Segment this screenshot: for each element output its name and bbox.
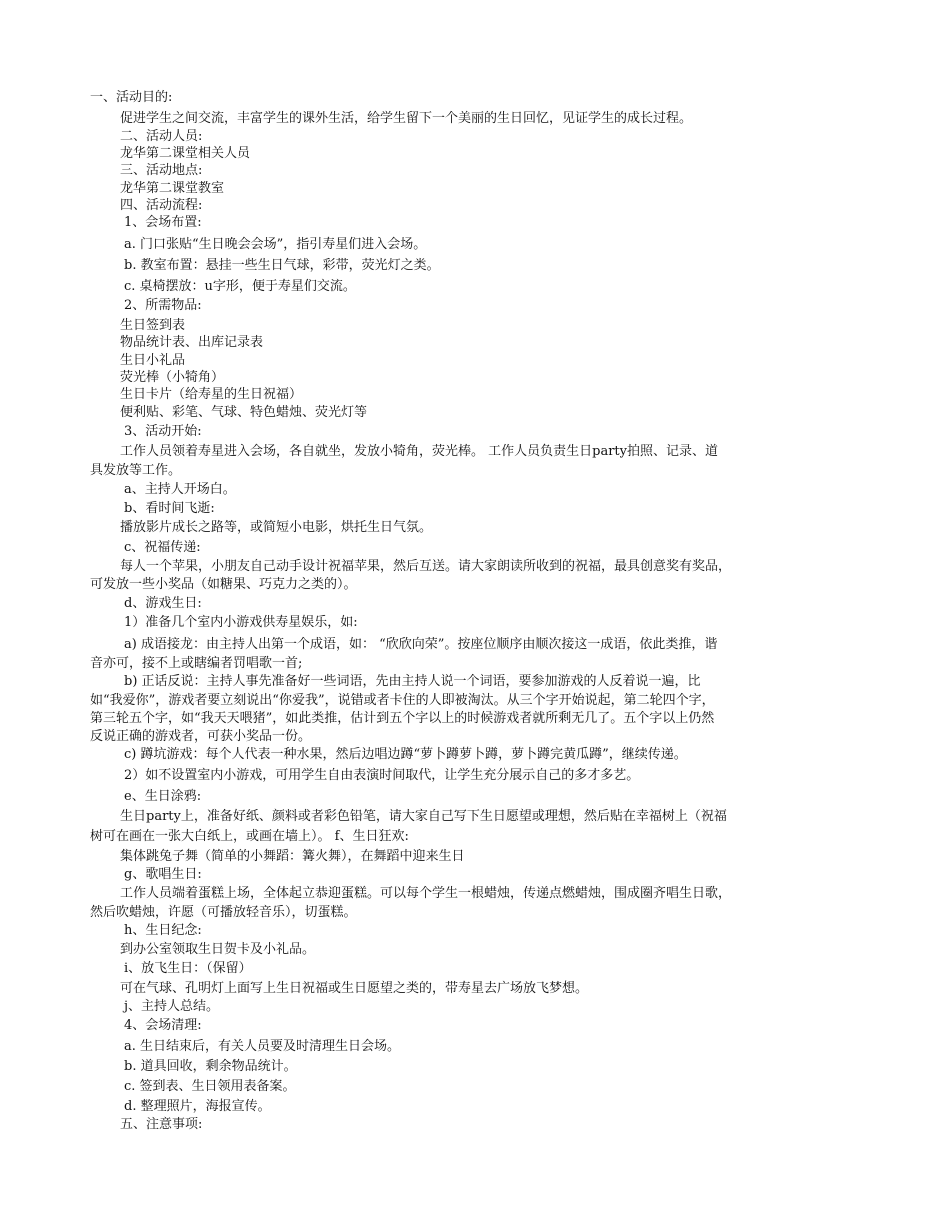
section-heading: 一、活动目的: <box>90 90 173 105</box>
list-item: b、看时间飞逝: <box>124 501 215 516</box>
list-item: 2）如不设置室内小游戏，可用学生自由表演时间取代，让学生充分展示自己的多才多艺。 <box>124 768 640 783</box>
paragraph-line: 集体跳兔子舞（简单的小舞蹈：篝火舞），在舞蹈中迎来生日 <box>120 849 465 864</box>
list-item: a. 门口张贴“生日晚会会场”，指引寿星们进入会场。 <box>124 237 427 252</box>
list-item: a. 生日结束后，有关人员要及时清理生日会场。 <box>124 1039 401 1054</box>
paragraph-line: 反说正确的游戏者，可获小奖品一份。 <box>90 729 312 744</box>
list-item: c、祝福传递: <box>124 540 201 555</box>
list-item: 荧光棒（小犄角） <box>120 370 225 385</box>
paragraph-line: 树可在画在一张大白纸上，或画在墙上）。 f、生日狂欢: <box>90 829 409 844</box>
list-item: b. 教室布置：悬挂一些生日气球，彩带，荧光灯之类。 <box>124 258 440 273</box>
list-item: 生日小礼品 <box>120 353 186 368</box>
paragraph-line: 可发放一些小奖品（如糖果、巧克力之类的）。 <box>90 577 357 592</box>
paragraph-line: 每人一个苹果，小朋友自己动手设计祝福苹果，然后互送。请大家朗读所收到的祝福，最具创意奖有奖品， <box>120 559 732 574</box>
list-item: c. 签到表、生日领用表备案。 <box>124 1079 296 1094</box>
section-heading: 三、活动地点: <box>120 163 203 178</box>
subsection-heading: 1、会场布置: <box>124 215 202 230</box>
list-item: g、歌唱生日: <box>124 867 202 882</box>
list-item: 物品统计表、出库记录表 <box>120 335 264 350</box>
paragraph-line: 具发放等工作。 <box>90 463 182 478</box>
paragraph-line: 如“我爱你”，游戏者要立刻说出“你爱我”，说错或者卡住的人即被淘汰。从三个字开始说起，第二轮四个字， <box>90 693 715 708</box>
section-heading: 五、注意事项: <box>120 1117 203 1132</box>
paragraph-line: 音亦可，接不上或瞎编者罚唱歌一首; <box>90 656 303 671</box>
subsection-heading: 4、会场清理: <box>124 1018 202 1033</box>
list-item: 生日卡片（给寿星的生日祝福） <box>120 387 303 402</box>
list-item: b. 道具回收，剩余物品统计。 <box>124 1059 297 1074</box>
list-item: b) 正话反说：主持人事先准备好一些词语，先由主持人说一个词语，要参加游戏的人反着说一遍，比 <box>124 674 701 689</box>
subsection-heading: 3、活动开始: <box>124 424 202 439</box>
list-item: h、生日纪念: <box>124 923 202 938</box>
paragraph-line: 工作人员端着蛋糕上场，全体起立恭迎蛋糕。可以每个学生一根蜡烛，传递点燃蜡烛，围成圈齐唱生日歌， <box>120 886 732 901</box>
paragraph-line: 促进学生之间交流，丰富学生的课外生活，给学生留下一个美丽的生日回忆，见证学生的成长过程。 <box>120 111 693 126</box>
paragraph-line: 工作人员领着寿星进入会场，各自就坐，发放小犄角，荧光棒。 工作人员负责生日party拍照、记录、道 <box>120 444 718 459</box>
section-heading: 四、活动流程: <box>120 198 203 213</box>
paragraph-line: 播放影片成长之路等，或简短小电影，烘托生日气氛。 <box>120 520 433 535</box>
paragraph-line: 到办公室领取生日贺卡及小礼品。 <box>120 942 316 957</box>
list-item: a、主持人开场白。 <box>124 482 236 497</box>
paragraph-line: 然后吹蜡烛，许愿（可播放轻音乐），切蛋糕。 <box>90 905 357 920</box>
list-item: d、游戏生日: <box>124 596 202 611</box>
list-item: i、放飞生日：（保留） <box>124 961 252 976</box>
subsection-heading: 2、所需物品: <box>124 298 202 313</box>
list-item: 1）准备几个室内小游戏供寿星娱乐，如: <box>124 615 358 630</box>
paragraph-line: 龙华第二课堂教室 <box>120 181 225 196</box>
list-item: a) 成语接龙：由主持人出第一个成语，如： “欣欣向荣”。按座位顺序由顺次接这一成语，依此类推，谐 <box>124 637 718 652</box>
paragraph-line: 可在气球、孔明灯上面写上生日祝福或生日愿望之类的，带寿星去广场放飞梦想。 <box>120 981 589 996</box>
list-item: c) 蹲坑游戏：每个人代表一种水果，然后边唱边蹲“萝卜蹲萝卜蹲，萝卜蹲完黄瓜蹲”，继续传递。 <box>124 747 687 762</box>
list-item: c. 桌椅摆放：u字形，便于寿星们交流。 <box>124 279 356 294</box>
paragraph-line: 龙华第二课堂相关人员 <box>120 146 251 161</box>
list-item: 生日签到表 <box>120 318 186 333</box>
list-item: e、生日涂鸦: <box>124 789 202 804</box>
list-item: 便利贴、彩笔、气球、特色蜡烛、荧光灯等 <box>120 405 368 420</box>
paragraph-line: 第三轮五个字，如“我天天喂猪”，如此类推，估计到五个字以上的时候游戏者就所剩无几了。五个字以上仍然 <box>90 711 715 726</box>
list-item: j、主持人总结。 <box>124 999 220 1014</box>
paragraph-line: 生日party上，准备好纸、颜料或者彩色铅笔，请大家自己写下生日愿望或理想，然后贴在幸福树上（祝福 <box>120 809 727 824</box>
list-item: d. 整理照片，海报宣传。 <box>124 1099 271 1114</box>
section-heading: 二、活动人员: <box>120 129 203 144</box>
